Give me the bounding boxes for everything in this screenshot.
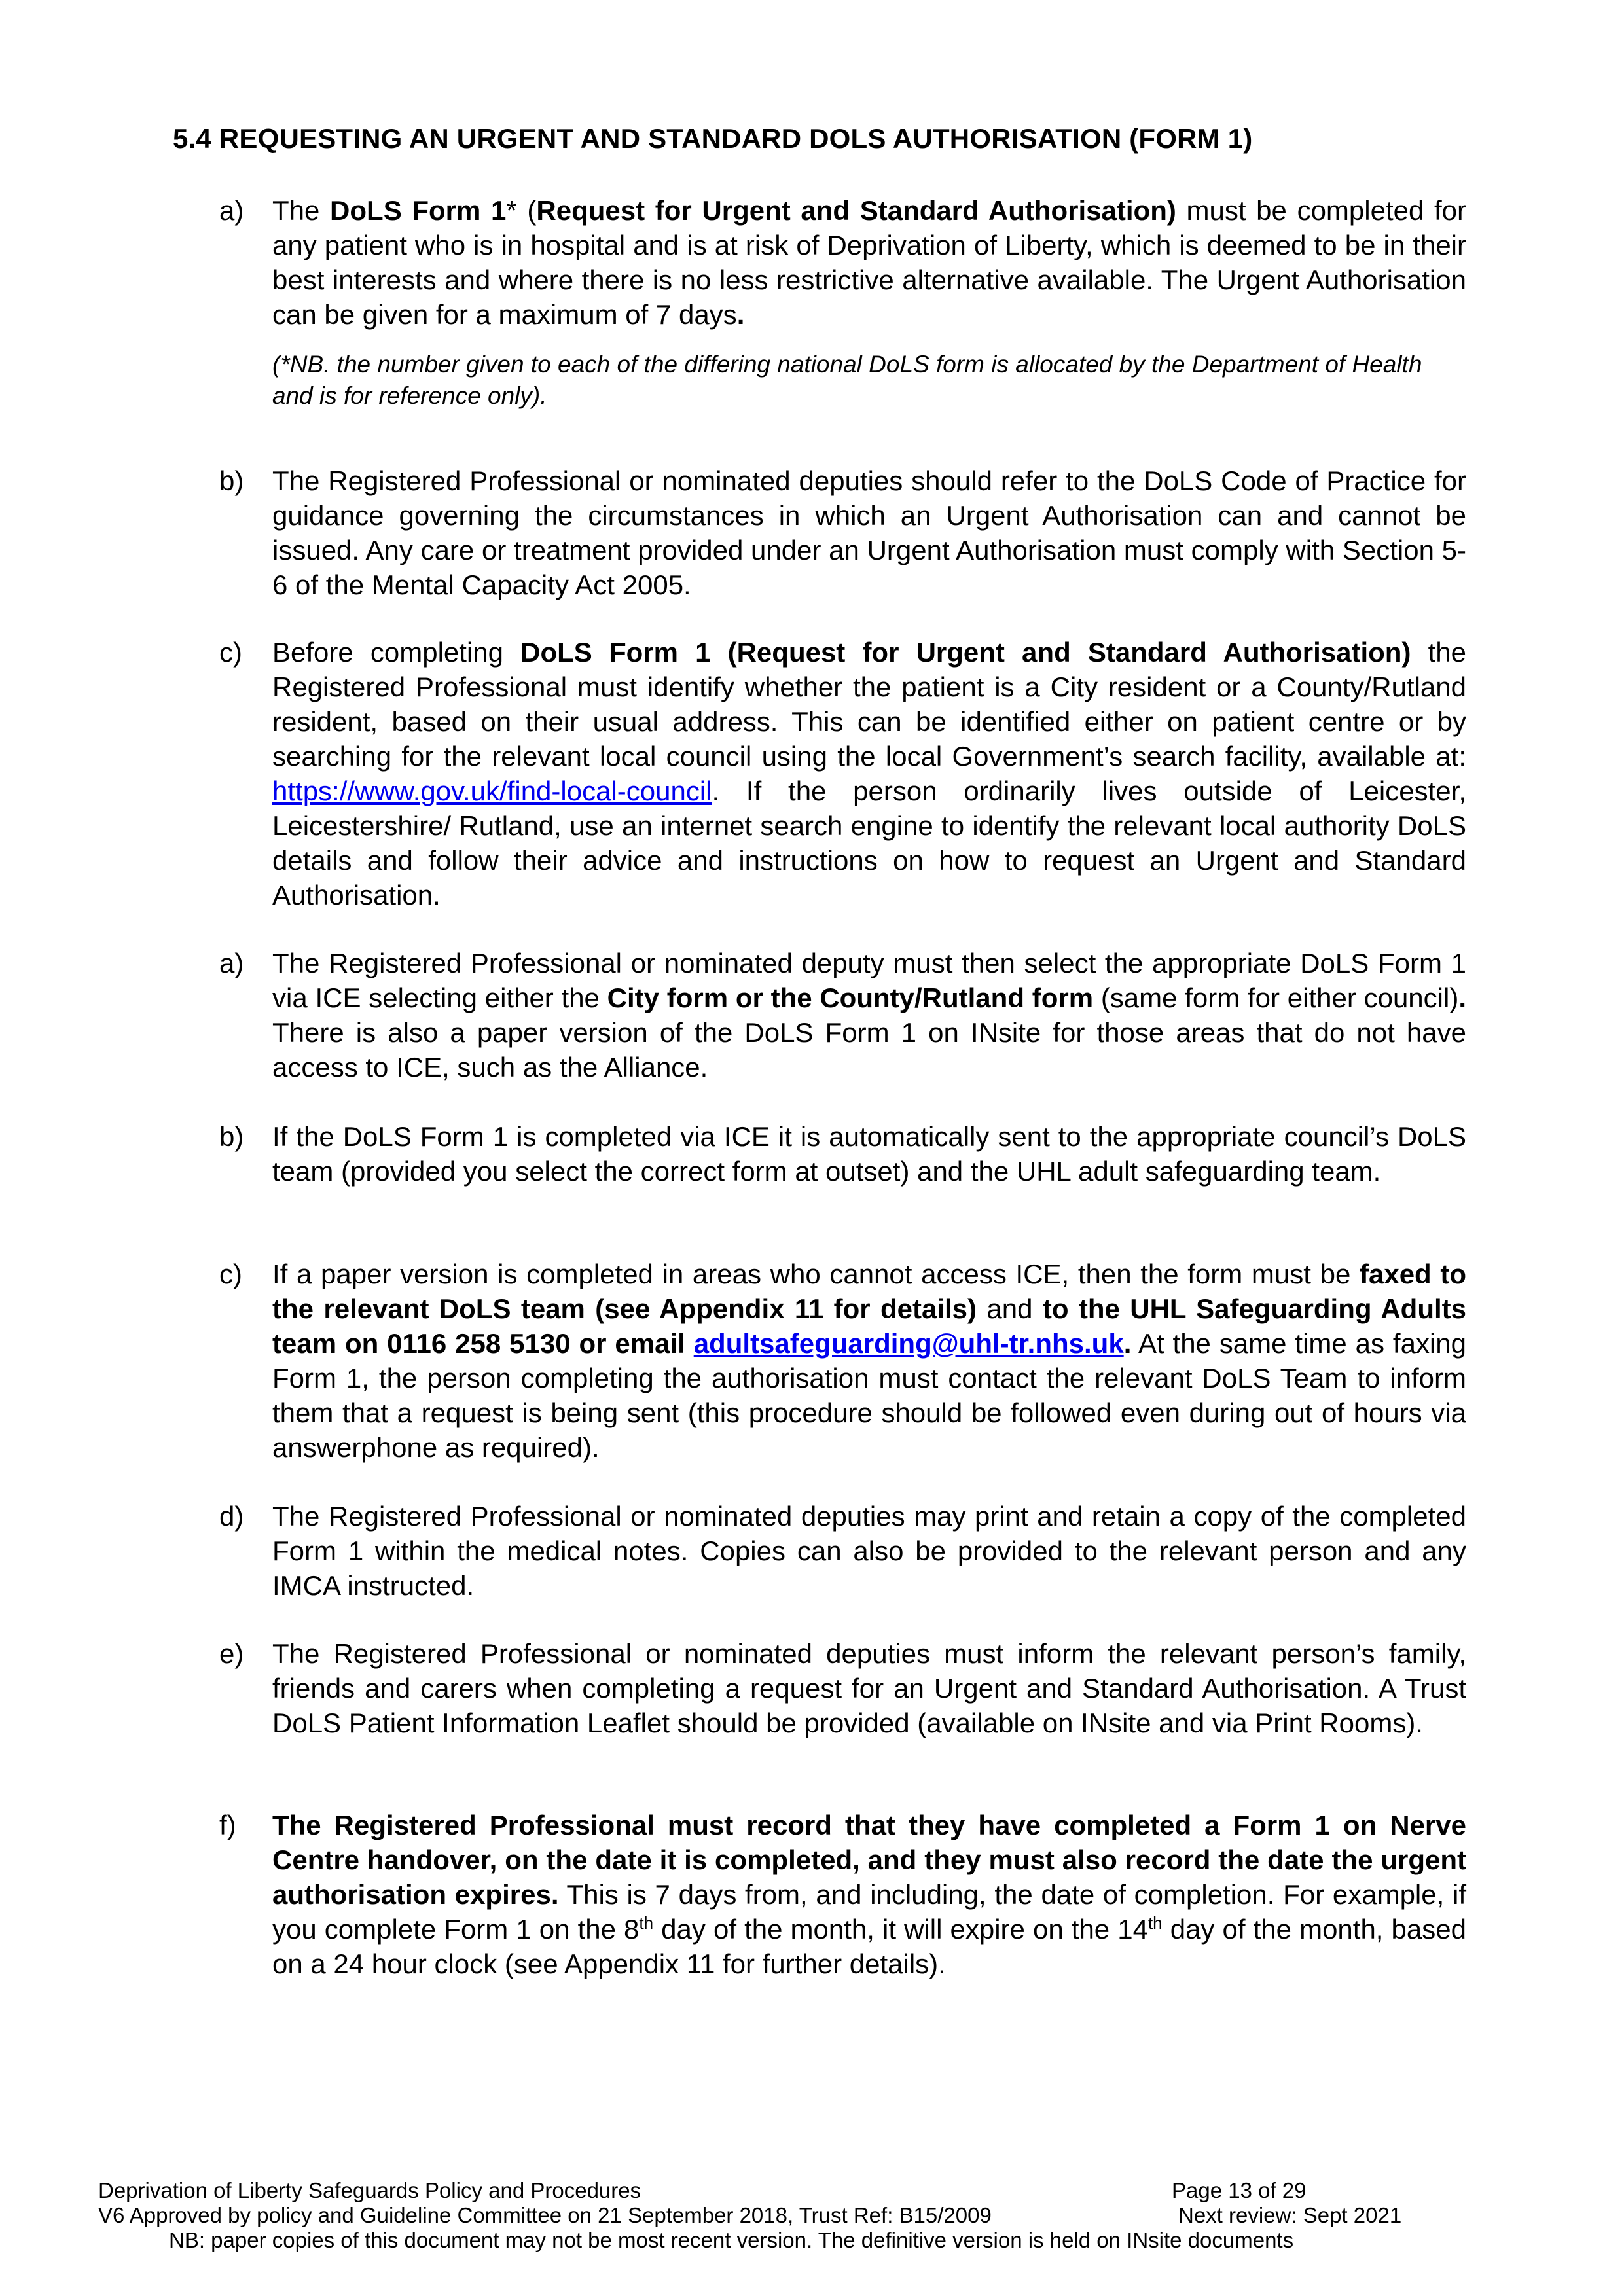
- list-item-text: The Registered Professional or nominated deputies may print and retain a copy of the completed Form 1 within the medical notes. Copies can also be provided to the relevant person and any IMCA instructed.: [272, 1501, 1466, 1601]
- footer-title: Deprivation of Liberty Safeguards Policy and Procedures: [98, 2178, 641, 2202]
- footer-nb: NB: paper copies of this document may not be most recent version. The definitive version is held on INsite documents: [169, 2228, 1294, 2252]
- list-marker: a): [219, 948, 244, 978]
- list-item-a2: [219, 946, 1466, 1085]
- list-marker: b): [219, 465, 244, 496]
- list-marker: e): [219, 1638, 244, 1669]
- section-heading: 5.4 REQUESTING AN URGENT AND STANDARD DOLS AUTHORISATION (FORM 1): [173, 123, 1253, 154]
- list-item-c1: [219, 635, 1466, 912]
- list-item-e: [219, 1636, 1466, 1740]
- footnote-note: (*NB. the number given to each of the differing national DoLS form is allocated by the Department of Health and is for reference only).: [272, 351, 1422, 409]
- list-marker: c): [219, 1259, 242, 1289]
- footer-approval: V6 Approved by policy and Guideline Committee on 21 September 2018, Trust Ref: B15/2009: [98, 2203, 992, 2227]
- list-marker: c): [219, 637, 242, 668]
- list-item-text: The Registered Professional or nominated deputy must then select the appropriate DoLS Form 1 via ICE selecting either the City form or the County/Rutland form (same form for either council). There is also a paper version of the DoLS Form 1 on INsite for those areas that do not have access to ICE, such as the Alliance.: [272, 948, 1466, 1083]
- list-item-text: Before completing DoLS Form 1 (Request for Urgent and Standard Authorisation) the Registered Professional must identify whether the patient is a City resident or a County/Rutland resident, based on their usual address. This can be identified either on patient centre or by searching for the relevant local council using the local Government’s search facility, available at: https://www.gov.uk/find-local-council. If the person ordinarily lives outside of Leicester, Leicestershire/ Rutland, use an internet search engine to identify the relevant local authority DoLS details and follow their advice and instructions on how to request an Urgent and Standard Authorisation.: [272, 637, 1466, 910]
- list-item-c2: [219, 1257, 1466, 1465]
- list-item-b2: [219, 1119, 1466, 1189]
- list-marker: a): [219, 195, 244, 226]
- list-item-a1: [219, 193, 1466, 412]
- list-item-text: The DoLS Form 1* (Request for Urgent and Standard Authorisation) must be completed for any patient who is in hospital and is at risk of Deprivation of Liberty, which is deemed to be in their best interests and where there is no less restrictive alternative available. The Urgent Authorisation can be given for a maximum of 7 days.: [272, 195, 1467, 330]
- find-local-council-link[interactable]: https://www.gov.uk/find-local-council: [272, 776, 712, 806]
- list-item-text: The Registered Professional must record that they have completed a Form 1 on Nerve Centre handover, on the date it is completed, and they must also record the date the urgent authorisation expires. This is 7 days from, and including, the date of completion. For example, if you complete Form 1 on the 8th day of the month, it will expire on the 14th day of the month, based on a 24 hour clock (see Appendix 11 for further details).: [272, 1810, 1466, 1979]
- footer-page-number: Page 13 of 29: [1172, 2178, 1307, 2202]
- list-item-text: If a paper version is completed in areas who cannot access ICE, then the form must be faxed to the relevant DoLS team (see Appendix 11 for details) and to the UHL Safeguarding Adults team on 0116 258 5130 or email adultsafeguarding@uhl-tr.nhs.uk. At the same time as faxing Form 1, the person completing the authorisation must contact the relevant DoLS Team to inform them that a request is being sent (this procedure should be followed even during out of hours via answerphone as required).: [272, 1259, 1467, 1463]
- list-item-d: [219, 1499, 1466, 1603]
- list-marker: d): [219, 1501, 244, 1532]
- list-marker: b): [219, 1121, 244, 1152]
- list-item-f: [219, 1808, 1466, 1981]
- email-link[interactable]: adultsafeguarding@uhl-tr.nhs.uk: [693, 1328, 1124, 1359]
- footer-review-date: Next review: Sept 2021: [1178, 2203, 1402, 2227]
- list-item-text: If the DoLS Form 1 is completed via ICE it is automatically sent to the appropriate council’s DoLS team (provided you select the correct form at outset) and the UHL adult safeguarding team.: [272, 1121, 1466, 1187]
- list-item-b1: [219, 463, 1466, 602]
- list-marker: f): [219, 1810, 236, 1840]
- list-item-text: The Registered Professional or nominated deputies should refer to the DoLS Code of Practice for guidance governing the circumstances in which an Urgent Authorisation can and cannot be issued. Any care or treatment provided under an Urgent Authorisation must comply with Section 5-6 of the Mental Capacity Act 2005.: [272, 465, 1466, 600]
- list-item-text: The Registered Professional or nominated deputies must inform the relevant person’s family, friends and carers when completing a request for an Urgent and Standard Authorisation. A Trust DoLS Patient Information Leaflet should be provided (available on INsite and via Print Rooms).: [272, 1638, 1466, 1738]
